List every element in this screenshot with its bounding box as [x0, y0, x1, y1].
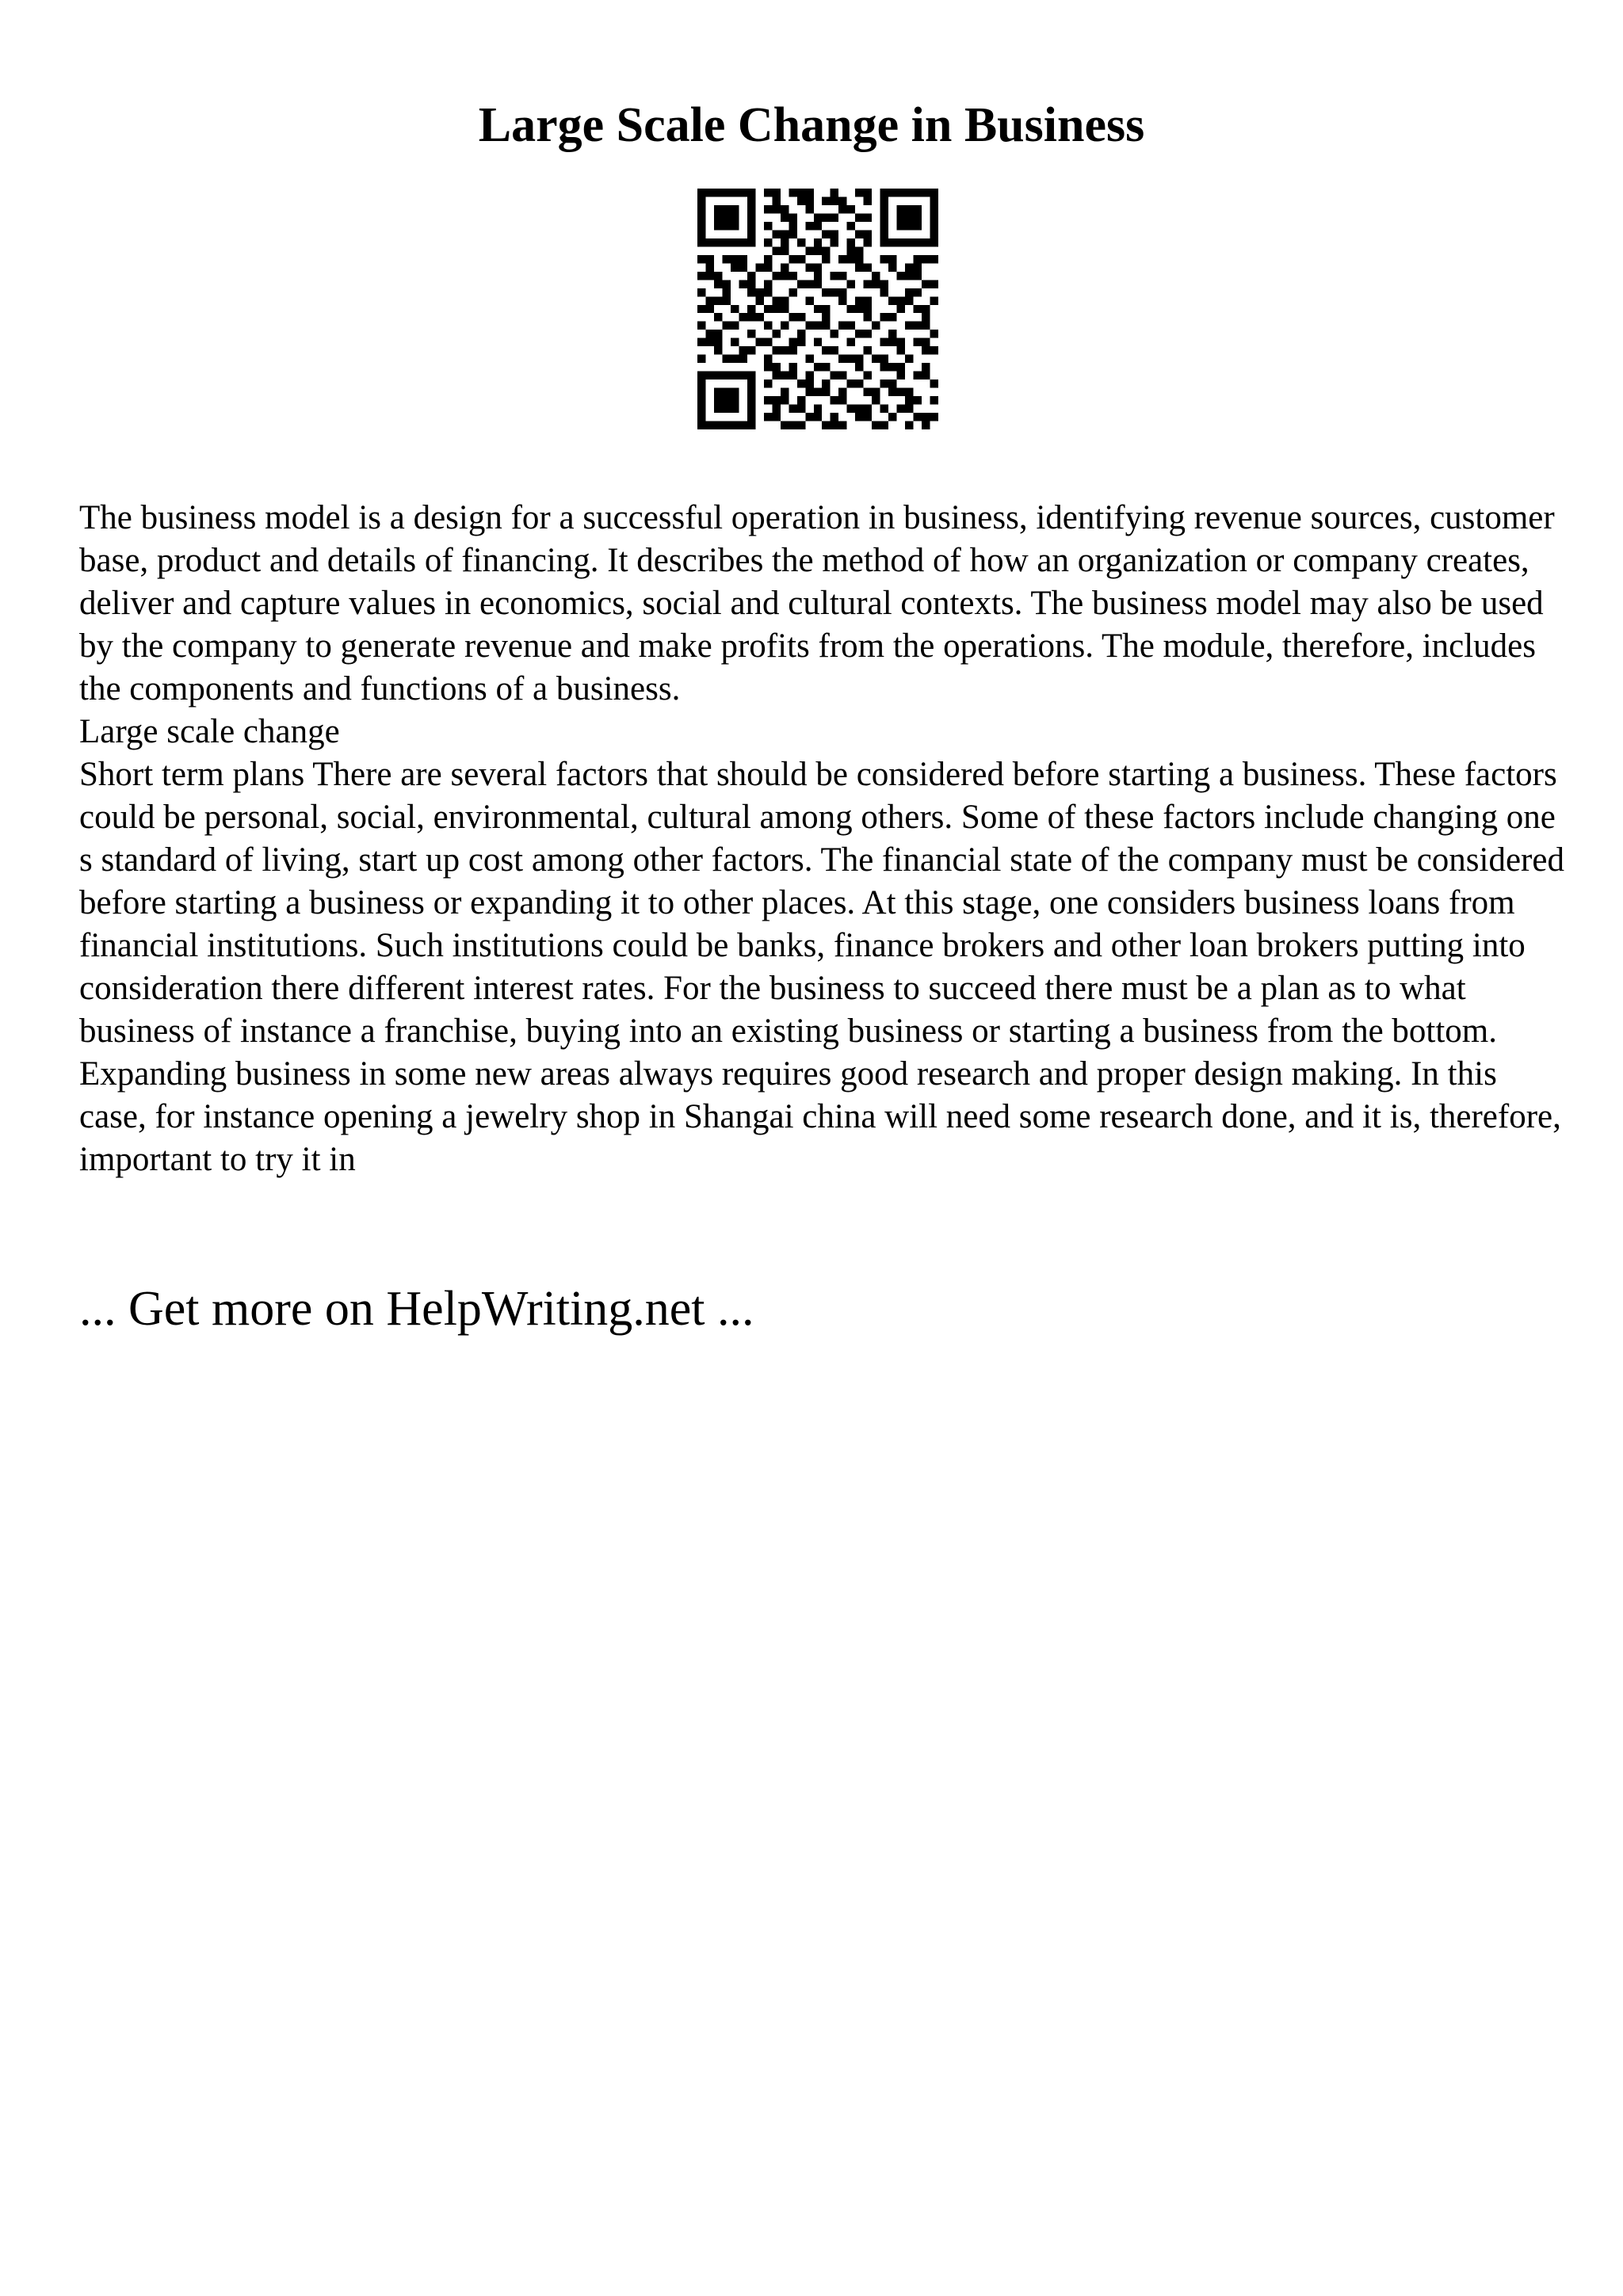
page-title: Large Scale Change in Business [478, 98, 1145, 152]
section-heading: Large scale change [79, 713, 340, 750]
paragraph-short-term-plans: Short term plans There are several factors that should be considered before starting a business. These factors could be personal, social, environmental, cultural among others. Some of these factors include changing one s standard of living, start up cost among other factors. The financial state of the company must be considered before starting a business or expanding it to other places. At this stage, one considers business loans from financial institutions. Such institutions could be banks, finance brokers and other loan brokers putting into consideration there different interest rates. For the business to succeed there must be a plan as to what business of instance a franchise, buying into an existing business or starting a business from the bottom. Expanding business in some new areas always requires good research and proper design making. In this case, for instance opening a jewelry shop in Shangai china will need some research done, and it is, therefore, important to try it in [79, 756, 1564, 1178]
qr-code-icon [697, 189, 938, 429]
article-body [79, 497, 1569, 1181]
get-more-link[interactable]: ... Get more on HelpWriting.net ... [79, 1282, 754, 1336]
paragraph-intro: The business model is a design for a successful operation in business, identifying revenue sources, customer base, product and details of financing. It describes the method of how an organization or company creates, deliver and capture values in economics, social and cultural contexts. The business model may also be used by the company to generate revenue and make profits from the operations. The module, therefore, includes the components and functions of a business. [79, 499, 1555, 707]
